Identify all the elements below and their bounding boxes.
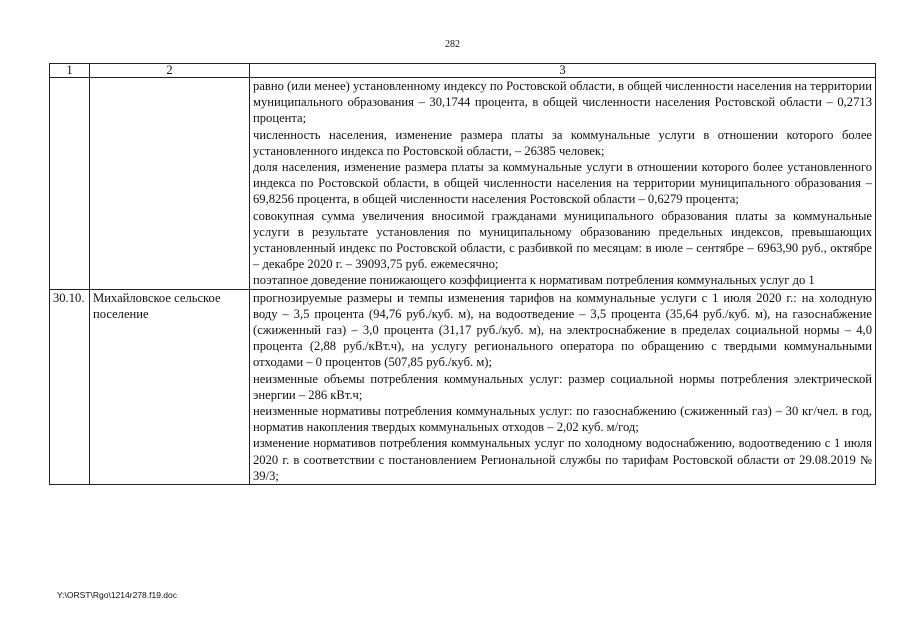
paragraph: доля населения, изменение размера платы за коммунальные услуги в отношении которого более установленного индекса по Ростовской области, в общей численности населения на территории муниципального образования – 69,8256 процента, в общей численности населения Ростовской области – 0,6279 процента;: [253, 160, 872, 207]
paragraph: численность населения, изменение размера платы за коммунальные услуги в отношении которого более установленного индекса по Ростовской области, – 26385 человек;: [253, 127, 872, 158]
row-number: [50, 78, 90, 290]
column-header-1: 1: [50, 64, 90, 78]
municipality-name: [90, 78, 250, 290]
municipality-name: Михайловское сельское поселение: [90, 289, 250, 484]
paragraph: неизменные объемы потребления коммунальных услуг: размер социальной нормы потребления электрической энергии – 286 кВт.ч;: [253, 371, 872, 402]
paragraph: прогнозируемые размеры и темпы изменения тарифов на коммунальные услуги с 1 июля 2020 г.: на холодную воду – 3,5 процента (94,76 руб./куб. м), на водоотведение – 3,5 процента (35,64 руб./куб. м), на газоснабжение (сжиженный газ) – 3,0 процента (31,17 руб./куб. м), на электроснабжение в пределах социальной нормы – 4,0 процента (2,88 руб./кВт.ч), на услугу регионального оператора по обращению с твердыми коммунальными отходами – 0 процентов (507,85 руб./куб. м);: [253, 290, 872, 370]
file-path-footer: Y:\ORST\Rgo\1214r278.f19.doc: [57, 590, 178, 600]
paragraph: равно (или менее) установленному индексу по Ростовской области, в общей численности населения на территории муниципального образования – 30,1744 процента, в общей численности населения Ростовской области – 0,2713 процента;: [253, 79, 872, 126]
paragraph: совокупная сумма увеличения вносимой гражданами муниципального образования платы за коммунальные услуги в результате установления по муниципальному образованию предельных индексов, превышающих установленный индекс по Ростовской области, с разбивкой по месяцам: в июле – сентябре – 6963,90 руб., октябре – декабре 2020 г. – 39093,75 руб. ежемесячно;: [253, 208, 872, 272]
paragraph: поэтапное доведение понижающего коэффициента к нормативам потребления коммунальных услуг до 1: [253, 273, 815, 288]
paragraph: изменение нормативов потребления коммунальных услуг по холодному водоснабжению, водоотведению с 1 июля 2020 г. в соответствии с постановлением Региональной службы по тарифам Ростовской области от 29.08.2019 № 39/3;: [253, 436, 872, 483]
row-content: [250, 289, 876, 484]
table-header-row: [50, 64, 876, 78]
table-row: [50, 289, 876, 484]
document-table: [49, 63, 876, 485]
row-content: [250, 78, 876, 290]
paragraph: неизменные нормативы потребления коммунальных услуг: по газоснабжению (сжиженный газ) – 30 кг/чел. в год, норматив накопления твердых коммунальных отходов – 2,02 куб. м/год;: [253, 404, 872, 435]
column-header-2: 2: [90, 64, 250, 78]
page-number: 282: [445, 39, 460, 50]
table-row: [50, 78, 876, 290]
row-number: 30.10.: [50, 289, 90, 484]
column-header-3: 3: [250, 64, 876, 78]
